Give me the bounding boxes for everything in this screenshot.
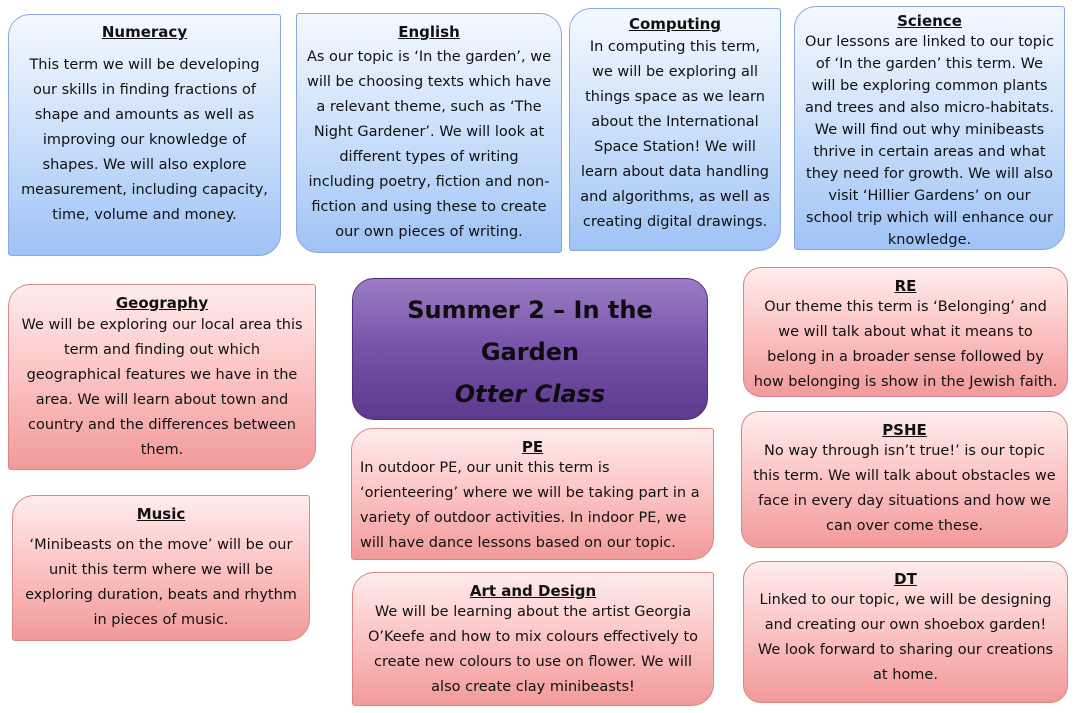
dt-text: Linked to our topic, we will be designing and creating our own shoebox garden! We look forward to sharing our creations at home. xyxy=(757,592,1054,683)
science-heading: Science xyxy=(897,12,962,30)
music-box xyxy=(12,495,310,641)
english-text: As our topic is ‘In the garden’, we will be choosing texts which have a relevant theme, such as ‘The Night Gardener’. We will look at different types of writing including poetry, fiction and non-fiction and using these to create our own pieces of writing. xyxy=(306,49,552,240)
art-heading: Art and Design xyxy=(469,582,597,600)
numeracy-heading: Numeracy xyxy=(101,23,188,41)
geography-text: We will be exploring our local area this term and finding out which geographical features we have in the area. We will learn about town and country and the differences between them. xyxy=(21,317,303,458)
science-text: Our lessons are linked to our topic of ‘In the garden’ this term. We will be exploring common plants and trees and also micro-habitats. We will find out why minibeasts thrive in certain areas and what they need for growth. We will also visit ‘Hillier Gardens’ on our school trip which will enhance our knowledge. xyxy=(805,34,1054,248)
dt-heading: DT xyxy=(894,570,917,588)
pshe-heading: PSHE xyxy=(882,421,927,439)
music-heading: Music xyxy=(136,505,186,523)
computing-box xyxy=(569,8,781,251)
re-box xyxy=(743,267,1068,397)
english-heading: English xyxy=(398,23,460,41)
numeracy-text: This term we will be developing our skills in finding fractions of shape and amounts as well as improving our knowledge of shapes. We will also explore measurement, including capacity, time, volume and money. xyxy=(21,57,268,223)
pshe-text: No way through isn’t true!’ is our topic this term. We will talk about obstacles we face in every day situations and how we can over come these. xyxy=(753,443,1056,534)
dt-box xyxy=(743,561,1068,703)
re-heading: RE xyxy=(894,277,917,295)
english-box xyxy=(296,13,562,253)
title-line-1: Summer 2 – In the xyxy=(407,296,653,324)
art-text: We will be learning about the artist Georgia O’Keefe and how to mix colours effectively to create new colours to use on flower. We will also create clay minibeasts! xyxy=(367,604,699,695)
pe-text: In outdoor PE, our unit this term is ‘orienteering’ where we will be taking part in a variety of outdoor activities. In indoor PE, we will have dance lessons based on our topic. xyxy=(360,460,700,551)
title-banner xyxy=(352,278,708,420)
numeracy-box xyxy=(8,14,281,256)
computing-heading: Computing xyxy=(628,15,722,33)
title-line-3: Otter Class xyxy=(454,380,606,408)
geography-heading: Geography xyxy=(115,294,209,312)
science-box xyxy=(794,6,1065,250)
music-text: ‘Minibeasts on the move’ will be our unit this term where we will be exploring duration, beats and rhythm in pieces of music. xyxy=(25,537,297,628)
pe-box xyxy=(351,428,714,560)
computing-text: In computing this term, we will be exploring all things space as we learn about the International Space Station! We will learn about data handling and algorithms, as well as creating digital drawings. xyxy=(580,39,770,230)
pshe-box xyxy=(741,411,1068,548)
pe-heading: PE xyxy=(521,438,544,456)
art-box xyxy=(352,572,714,706)
geography-box xyxy=(8,284,316,470)
re-text: Our theme this term is ‘Belonging’ and we will talk about what it means to belong in a broader sense followed by how belonging is show in the Jewish faith. xyxy=(753,299,1058,390)
title-line-2: Garden xyxy=(480,338,580,366)
